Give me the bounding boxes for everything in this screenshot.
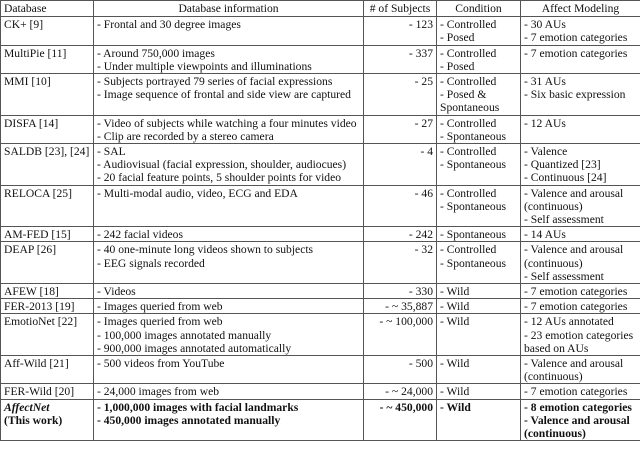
database-info bbox=[94, 115, 364, 143]
condition bbox=[437, 144, 521, 186]
condition-line: - Posed bbox=[440, 59, 475, 73]
table-row bbox=[1, 45, 640, 73]
table-row bbox=[1, 299, 640, 314]
affect-modeling bbox=[521, 45, 640, 73]
database-info bbox=[94, 399, 364, 441]
table-row bbox=[1, 284, 640, 299]
database-info-line: - Image sequence of frontal and side view are captured bbox=[97, 88, 351, 102]
condition-line: - Controlled bbox=[440, 186, 497, 200]
condition-line: - Controlled bbox=[440, 145, 497, 159]
affect-modeling bbox=[521, 227, 640, 242]
affect-modeling-line: - 23 emotion categories based on AUs bbox=[524, 328, 634, 355]
affect-modeling-line: - Valence and arousal (continuous) bbox=[524, 186, 624, 213]
database-name: DISFA [14] bbox=[1, 115, 94, 143]
header-condition: Condition bbox=[437, 1, 521, 17]
condition-line: - Spontaneous bbox=[440, 256, 507, 270]
database-info-line: - 40 one-minute long videos shown to subjects bbox=[97, 243, 314, 257]
condition bbox=[437, 356, 521, 384]
condition-line: - Wild bbox=[440, 400, 471, 414]
database-info-line: - Clip are recorded by a stereo camera bbox=[97, 129, 274, 143]
condition-line: - Wild bbox=[440, 285, 470, 299]
condition bbox=[437, 17, 521, 45]
database-info-line: - 1,000,000 images with facial landmarks bbox=[97, 400, 299, 414]
database-name: MMI [10] bbox=[1, 74, 94, 116]
database-info-line: - 20 facial feature points, 5 shoulder points for video bbox=[97, 171, 342, 185]
database-info-line: - Under multiple viewpoints and illuminations bbox=[97, 59, 312, 73]
database-name: SALDB [23], [24] bbox=[1, 144, 94, 186]
condition-line: - Controlled bbox=[440, 243, 497, 257]
affect-modeling-line: - Quantized [23] bbox=[524, 158, 601, 172]
table-row bbox=[1, 356, 640, 384]
table-row bbox=[1, 242, 640, 284]
database-name: AM-FED [15] bbox=[1, 227, 94, 242]
affect-modeling-line: - Valence and arousal (continuous) bbox=[524, 413, 630, 441]
header-row bbox=[1, 1, 640, 17]
affectnet-note: (This work) bbox=[4, 413, 63, 427]
database-info bbox=[94, 227, 364, 242]
affectnet-row bbox=[1, 399, 640, 441]
subject-count: - ~ 450,000 bbox=[364, 399, 437, 441]
condition bbox=[437, 284, 521, 299]
condition-line: - Wild bbox=[440, 300, 470, 314]
condition bbox=[437, 314, 521, 356]
condition bbox=[437, 299, 521, 314]
condition-line: - Spontaneous bbox=[440, 129, 507, 143]
database-info-line: - Around 750,000 images bbox=[97, 46, 215, 60]
condition-line: - Controlled bbox=[440, 75, 497, 89]
database-name: EmotioNet [22] bbox=[1, 314, 94, 356]
database-name: AFEW [18] bbox=[1, 284, 94, 299]
table-row bbox=[1, 115, 640, 143]
affect-modeling-line: - 30 AUs bbox=[524, 18, 566, 32]
table-row bbox=[1, 314, 640, 356]
subject-count: - 500 bbox=[364, 356, 437, 384]
condition-line: - Spontaneous bbox=[440, 228, 507, 242]
database-info bbox=[94, 356, 364, 384]
database-info bbox=[94, 242, 364, 284]
database-name: Aff-Wild [21] bbox=[1, 356, 94, 384]
condition bbox=[437, 45, 521, 73]
condition bbox=[437, 185, 521, 227]
affect-modeling-line: - Six basic expression bbox=[524, 88, 626, 102]
affect-modeling-line: - Self assessment bbox=[524, 213, 604, 227]
table-row bbox=[1, 384, 640, 399]
table-row bbox=[1, 17, 640, 45]
condition-line: - Controlled bbox=[440, 46, 497, 60]
affect-modeling-line: - 8 emotion categories bbox=[524, 400, 632, 414]
subject-count: - ~ 24,000 bbox=[364, 384, 437, 399]
header-subjects: # of Subjects bbox=[364, 1, 437, 17]
affect-modeling bbox=[521, 399, 640, 441]
database-name: MultiPie [11] bbox=[1, 45, 94, 73]
database-info-line: - Videos bbox=[97, 285, 136, 299]
database-info-line: - 450,000 images annotated manually bbox=[97, 413, 281, 427]
condition bbox=[437, 227, 521, 242]
database-name: CK+ [9] bbox=[1, 17, 94, 45]
condition bbox=[437, 399, 521, 441]
database-info-line: - 500 videos from YouTube bbox=[97, 357, 225, 371]
condition-line: - Spontaneous bbox=[440, 199, 507, 213]
table-row bbox=[1, 185, 640, 227]
condition bbox=[437, 242, 521, 284]
affect-modeling bbox=[521, 314, 640, 356]
database-info-line: - Images queried from web bbox=[97, 300, 223, 314]
condition-line: - Spontaneous bbox=[440, 158, 507, 172]
database-info bbox=[94, 74, 364, 116]
header-affect-modeling: Affect Modeling bbox=[521, 1, 640, 17]
database-info-line: - Frontal and 30 degree images bbox=[97, 18, 241, 32]
table-row bbox=[1, 144, 640, 186]
subject-count: - 330 bbox=[364, 284, 437, 299]
affect-modeling bbox=[521, 384, 640, 399]
affect-modeling bbox=[521, 242, 640, 284]
database-info-line: - EEG signals recorded bbox=[97, 256, 205, 270]
condition bbox=[437, 74, 521, 116]
database-info bbox=[94, 384, 364, 399]
subject-count: - ~ 35,887 bbox=[364, 299, 437, 314]
affect-modeling-line: - Valence and arousal (continuous) bbox=[524, 243, 624, 270]
database-info bbox=[94, 314, 364, 356]
database-name: FER-2013 [19] bbox=[1, 299, 94, 314]
table-row bbox=[1, 74, 640, 116]
subject-count: - ~ 100,000 bbox=[364, 314, 437, 356]
subject-count: - 32 bbox=[364, 242, 437, 284]
affect-modeling-line: - 12 AUs annotated bbox=[524, 315, 614, 329]
condition-line: - Wild bbox=[440, 357, 470, 371]
affect-modeling-line: - Valence and arousal (continuous) bbox=[524, 357, 624, 384]
affect-modeling bbox=[521, 144, 640, 186]
database-name bbox=[1, 399, 94, 441]
condition-line: - Controlled bbox=[440, 18, 497, 32]
subject-count: - 123 bbox=[364, 17, 437, 45]
condition-line: - Posed & Spontaneous bbox=[440, 88, 500, 115]
condition-line: - Wild bbox=[440, 315, 470, 329]
database-info-line: - 100,000 images annotated manually bbox=[97, 328, 272, 342]
subject-count: - 25 bbox=[364, 74, 437, 116]
table-body bbox=[1, 17, 640, 441]
affect-modeling-line: - 31 AUs bbox=[524, 75, 566, 89]
affect-modeling bbox=[521, 185, 640, 227]
affect-modeling-line: - Continuous [24] bbox=[524, 171, 607, 185]
database-info-line: - 900,000 images annotated automatically bbox=[97, 341, 292, 355]
affect-modeling-line: - 7 emotion categories bbox=[524, 46, 628, 60]
condition-line: - Wild bbox=[440, 385, 470, 399]
condition-line: - Controlled bbox=[440, 116, 497, 130]
database-info-line: - 24,000 images from web bbox=[97, 385, 220, 399]
affect-modeling bbox=[521, 356, 640, 384]
database-info-line: - Multi-modal audio, video, ECG and EDA bbox=[97, 186, 298, 200]
affect-modeling-line: - 14 AUs bbox=[524, 228, 566, 242]
database-info-line: - Subjects portrayed 79 series of facial expressions bbox=[97, 75, 333, 89]
affect-modeling-line: - 7 emotion categories bbox=[524, 385, 628, 399]
database-info bbox=[94, 185, 364, 227]
header-database: Database bbox=[1, 1, 94, 17]
database-info-line: - Video of subjects while watching a four minutes video bbox=[97, 116, 357, 130]
database-name: RELOCA [25] bbox=[1, 185, 94, 227]
database-info bbox=[94, 284, 364, 299]
affect-modeling bbox=[521, 299, 640, 314]
database-info-line: - SAL bbox=[97, 145, 126, 159]
affect-modeling-line: - 7 emotion categories bbox=[524, 300, 628, 314]
affect-modeling bbox=[521, 17, 640, 45]
database-info bbox=[94, 299, 364, 314]
condition bbox=[437, 384, 521, 399]
affect-modeling-line: - 7 emotion categories bbox=[524, 285, 628, 299]
affect-modeling bbox=[521, 284, 640, 299]
affectnet-name: AffectNet bbox=[4, 400, 50, 414]
affect-modeling-line: - Valence bbox=[524, 145, 568, 159]
database-info bbox=[94, 17, 364, 45]
subject-count: - 242 bbox=[364, 227, 437, 242]
affect-modeling bbox=[521, 115, 640, 143]
database-name: DEAP [26] bbox=[1, 242, 94, 284]
subject-count: - 27 bbox=[364, 115, 437, 143]
table-row bbox=[1, 227, 640, 242]
header-database-information: Database information bbox=[94, 1, 364, 17]
affect-modeling-line: - 7 emotion categories bbox=[524, 31, 628, 45]
database-info-line: - Audiovisual (facial expression, shoulder, audiocues) bbox=[97, 158, 347, 172]
database-info bbox=[94, 45, 364, 73]
subject-count: - 46 bbox=[364, 185, 437, 227]
affect-modeling bbox=[521, 74, 640, 116]
condition bbox=[437, 115, 521, 143]
database-name: FER-Wild [20] bbox=[1, 384, 94, 399]
database-info-line: - Images queried from web bbox=[97, 315, 223, 329]
affect-modeling-line: - Self assessment bbox=[524, 269, 604, 283]
affect-modeling-line: - 12 AUs bbox=[524, 116, 566, 130]
condition-line: - Posed bbox=[440, 31, 475, 45]
database-info-line: - 242 facial videos bbox=[97, 228, 183, 242]
subject-count: - 337 bbox=[364, 45, 437, 73]
subject-count: - 4 bbox=[364, 144, 437, 186]
database-info bbox=[94, 144, 364, 186]
